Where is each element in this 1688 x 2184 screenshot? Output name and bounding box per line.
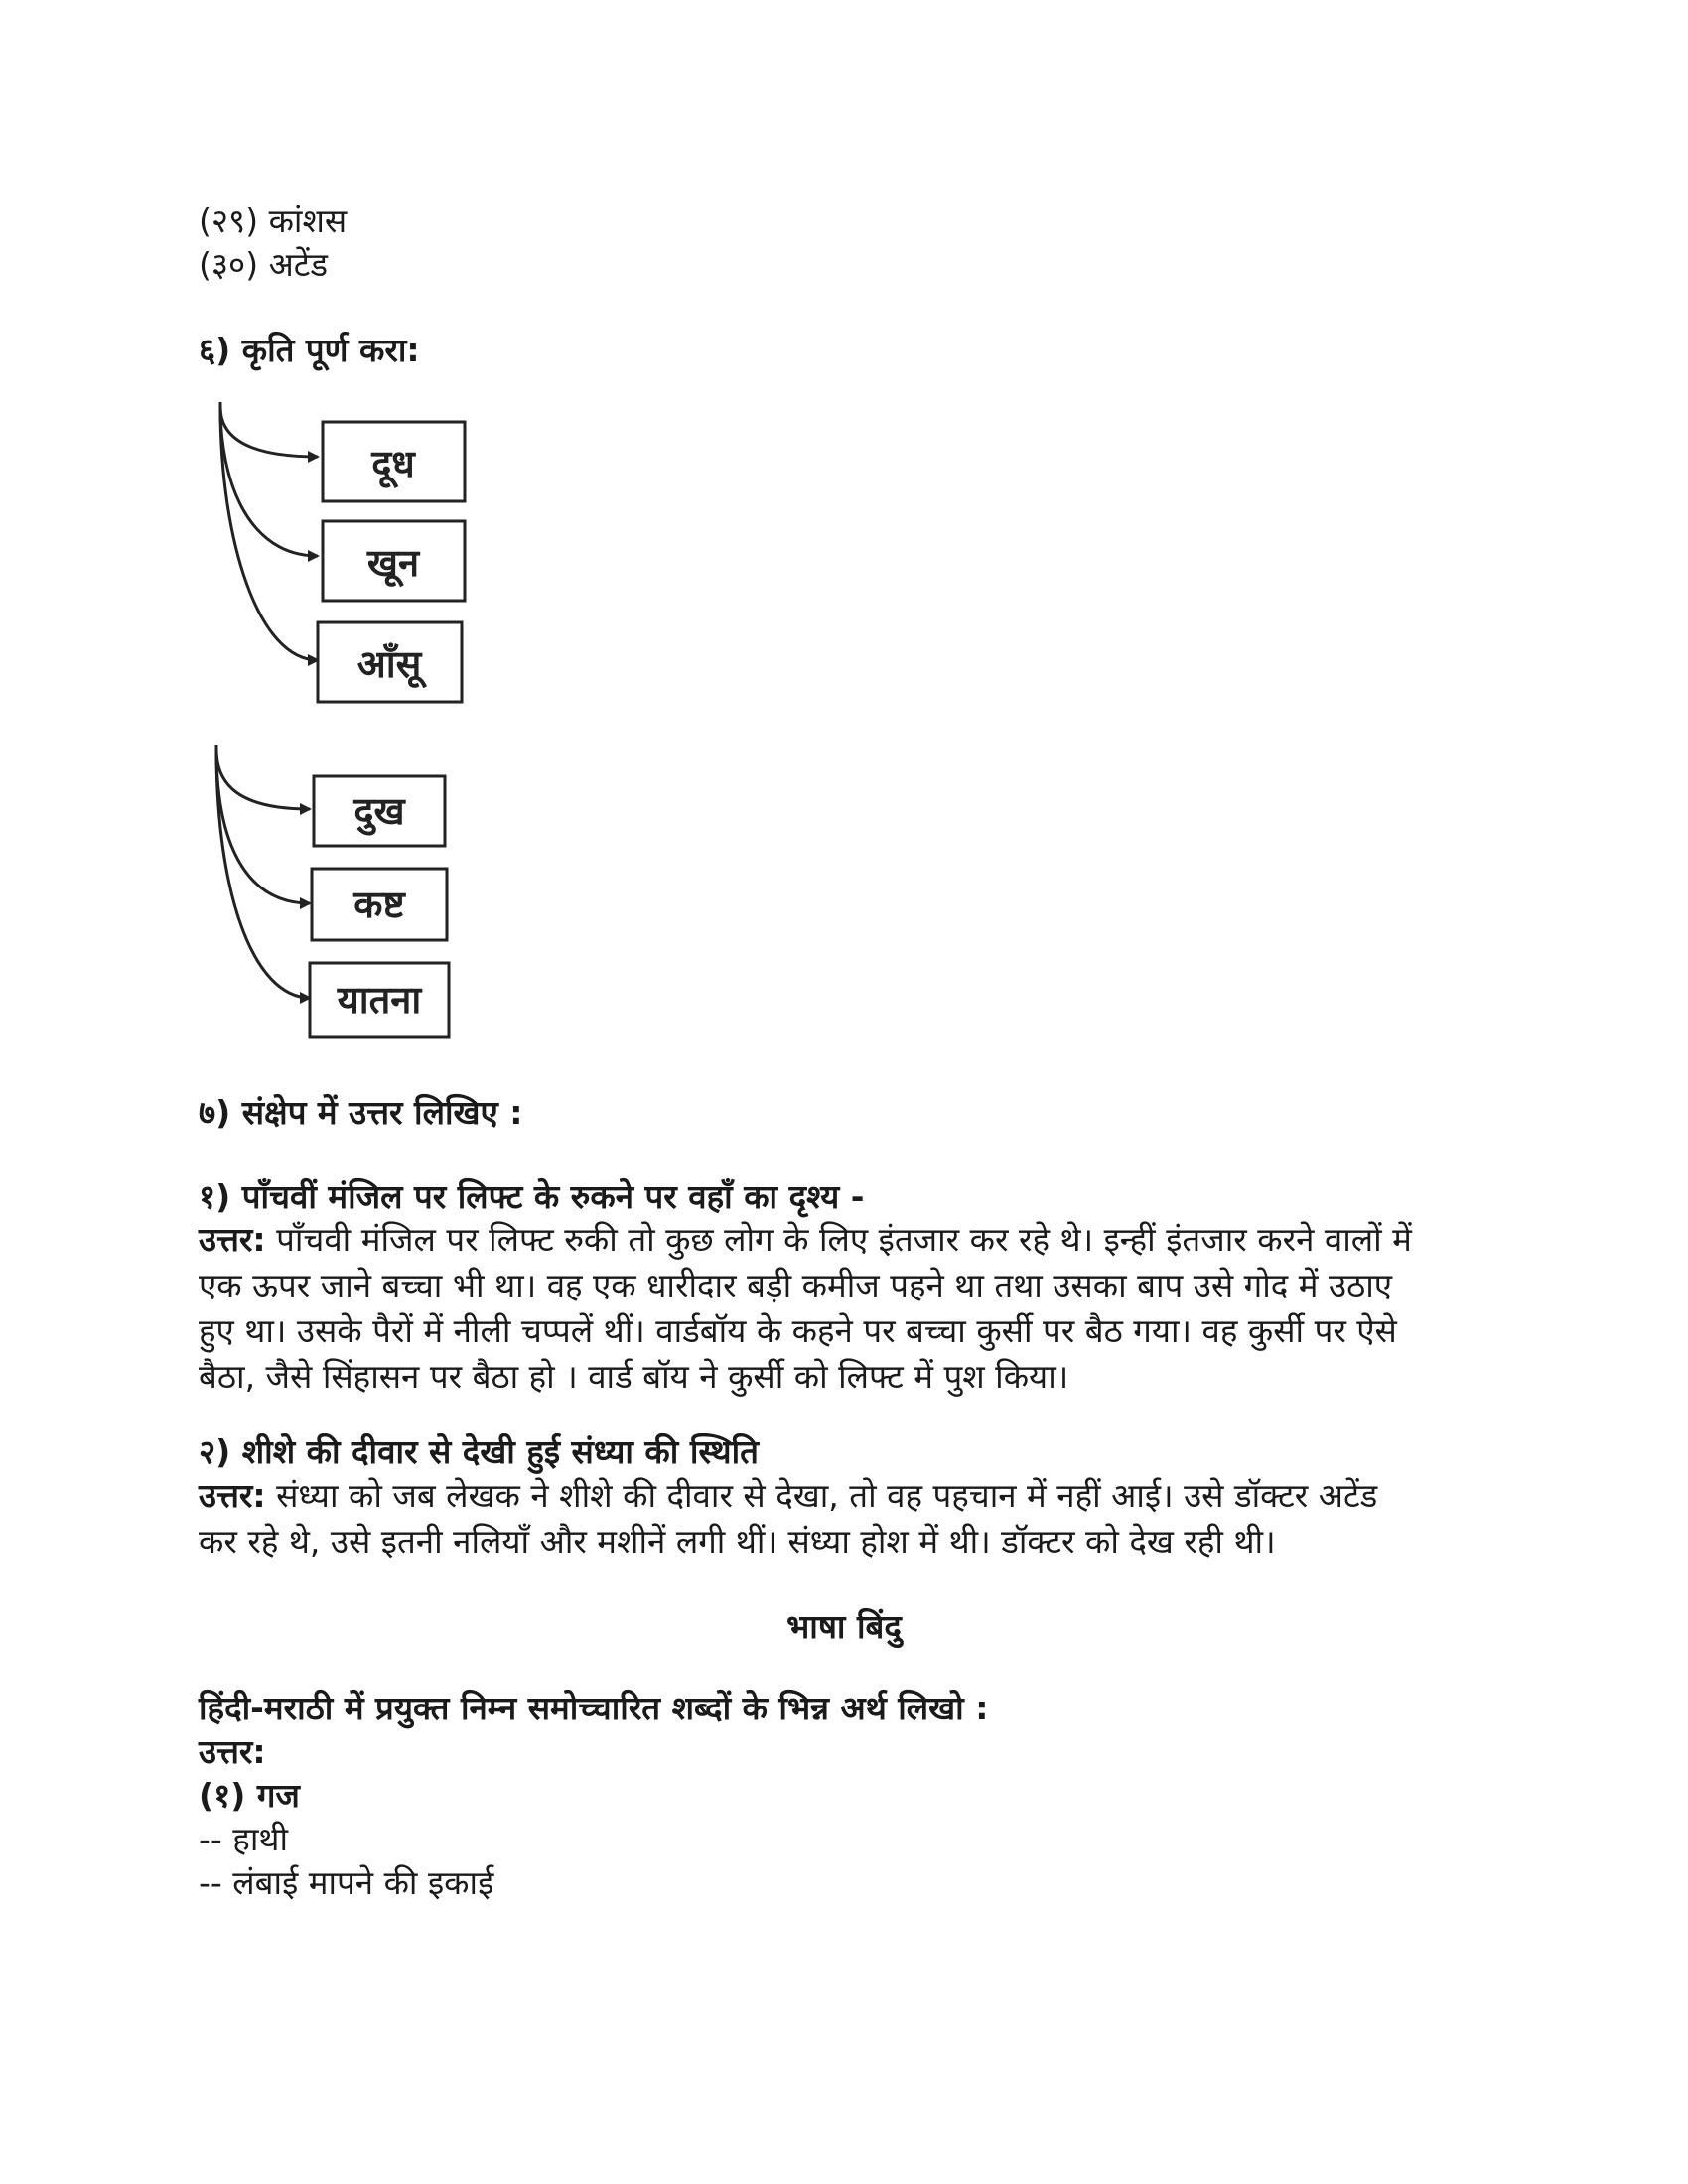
list-item-number: (३०) bbox=[199, 245, 259, 284]
word-box-text: दूध bbox=[371, 442, 415, 485]
word-box-text: दुख bbox=[353, 789, 405, 833]
word-box-text: कष्ट bbox=[353, 883, 405, 926]
section-7-heading: ७) संक्षेप में उत्तर लिखिए : bbox=[199, 1093, 523, 1132]
answer-1 bbox=[199, 1217, 1489, 1400]
arrow-connector bbox=[220, 407, 318, 660]
answer-text: एक ऊपर जाने बच्चा भी था। वह एक धारीदार बड़ी कमीज पहने था तथा उसका बाप उसे गोद में उठाए bbox=[199, 1266, 1393, 1304]
item-heading: (१) गज bbox=[199, 1776, 300, 1815]
list-item-word: अटेंड bbox=[268, 245, 329, 284]
word-box-text: खून bbox=[366, 541, 420, 585]
answer-label: उत्तर: bbox=[199, 1732, 266, 1771]
instruction: हिंदी-मराठी में प्रयुक्त निम्न समोच्चारित शब्दों के भिन्न अर्थ लिखो : bbox=[199, 1689, 989, 1727]
section-title: भाषा बिंदु bbox=[786, 1607, 902, 1646]
list-item bbox=[199, 242, 328, 288]
answer-text: संध्या को जब लेखक ने शीशे की दीवार से देखा, तो वह पहचान में नहीं आई। उसे डॉक्टर अटेंड bbox=[265, 1476, 1378, 1515]
word-web-diagram-1 bbox=[199, 402, 516, 710]
answer-label: उत्तर: bbox=[199, 1476, 266, 1515]
answer-2 bbox=[199, 1473, 1489, 1565]
word-box bbox=[323, 422, 465, 501]
section-6-heading: ६) कृति पूर्ण करा: bbox=[199, 331, 420, 369]
word-box bbox=[318, 622, 462, 702]
arrow-connector bbox=[216, 750, 310, 903]
answer-text: कर रहे थे, उसे इतनी नलियाँ और मशीनें लगी थीं। संध्या होश में थी। डॉक्टर को देख रही थी। bbox=[199, 1522, 1276, 1561]
arrow-connector bbox=[220, 407, 318, 556]
question-2: २) शीशे की दीवार से देखी हुई संध्या की स्थिति bbox=[199, 1433, 759, 1471]
word-box bbox=[314, 776, 445, 846]
list-item-number: (२९) bbox=[199, 202, 259, 240]
answer-label: उत्तर: bbox=[199, 1220, 266, 1259]
question-1: १) पाँचवीं मंजिल पर लिफ्ट के रुकने पर वहाँ का दृश्य - bbox=[199, 1177, 865, 1216]
word-box bbox=[310, 963, 449, 1037]
answer-text: पाँचवी मंजिल पर लिफ्ट रुकी तो कुछ लोग के लिए इंतजार कर रहे थे। इन्हीं इंतजार करने वालों में bbox=[265, 1220, 1412, 1259]
answer-text: बैठा, जैसे सिंहासन पर बैठा हो । वार्ड बॉय ने कुर्सी को लिफ्ट में पुश किया। bbox=[199, 1357, 1069, 1396]
word-box-text: यातना bbox=[337, 978, 422, 1022]
meaning-item: -- लंबाई मापने की इकाई bbox=[199, 1863, 494, 1902]
word-box bbox=[312, 869, 447, 940]
meaning-item: -- हाथी bbox=[199, 1820, 289, 1858]
arrow-connector bbox=[220, 407, 318, 457]
word-box-text: आँसू bbox=[356, 642, 422, 686]
word-web-diagram-2 bbox=[199, 745, 516, 1042]
word-box bbox=[323, 521, 465, 601]
answer-text: हुए था। उसके पैरों में नीली चप्पलें थीं। वार्डबॉय के कहने पर बच्चा कुर्सी पर बैठ गया। वह कुर्सी पर ऐसे bbox=[199, 1311, 1397, 1350]
arrow-connector bbox=[216, 750, 310, 809]
list-item bbox=[199, 199, 347, 244]
list-item-word: कांशस bbox=[268, 202, 348, 240]
